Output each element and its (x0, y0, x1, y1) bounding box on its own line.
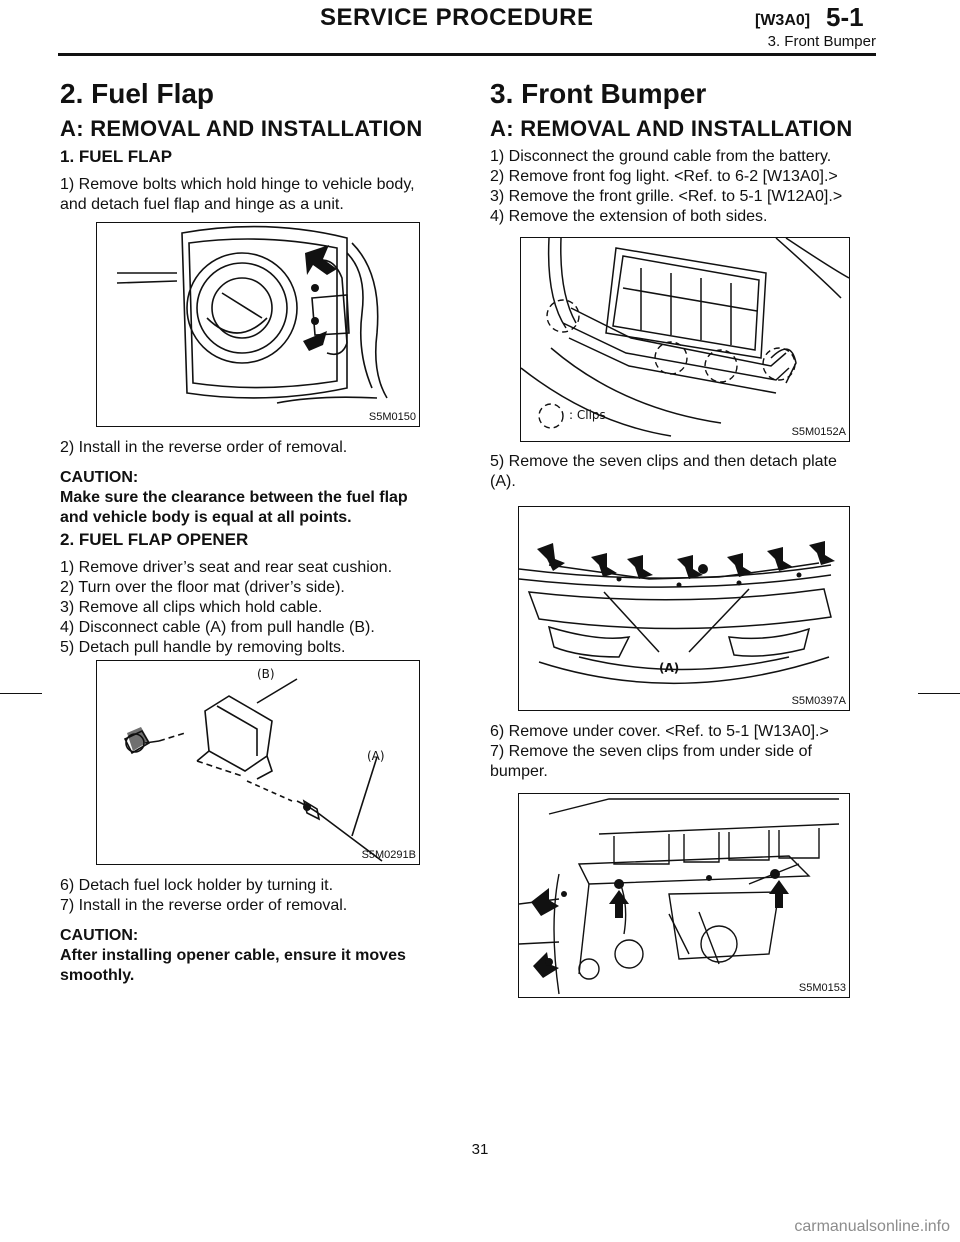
figure-caption: S5M0152A (791, 426, 846, 438)
step-line: 1) Disconnect the ground cable from the battery. (490, 148, 832, 165)
figure-fuel-flap (96, 222, 420, 427)
under-clips-illustration (519, 794, 849, 997)
left-p1 (60, 175, 415, 215)
text-line: 1) Remove bolts which hold hinge to vehicle body, (60, 176, 415, 193)
plate-illustration (519, 507, 849, 710)
right-steps1 (490, 147, 842, 227)
text-line: 5) Remove the seven clips and then detach plate (490, 453, 837, 470)
left-caution1 (60, 468, 408, 528)
step-line: 4) Remove the extension of both sides. (490, 208, 768, 225)
left-heading: 2. Fuel Flap (60, 78, 215, 109)
clips-legend: : Clips (569, 408, 606, 422)
label-b: (B) (257, 667, 275, 681)
left-steps2 (60, 558, 392, 658)
step-line: 5) Detach pull handle by removing bolts. (60, 639, 346, 656)
figure-fuel-flap-opener (96, 660, 420, 865)
right-subheading: A: REMOVAL AND INSTALLATION (490, 116, 853, 141)
left-p2: 2) Install in the reverse order of removal. (60, 439, 348, 456)
left-caution2 (60, 926, 406, 986)
header-rule (58, 53, 876, 56)
step-line: 7) Install in the reverse order of removal. (60, 897, 348, 914)
step-line: 6) Remove under cover. <Ref. to 5-1 [W13A0].> (490, 723, 829, 740)
caution-line: After installing opener cable, ensure it moves (60, 947, 406, 964)
figure-plate-a (518, 506, 850, 711)
label-a: (A) (659, 661, 680, 675)
header-title: SERVICE PROCEDURE (320, 4, 594, 31)
step-line: bumper. (490, 763, 548, 780)
margin-tick-right (918, 693, 960, 694)
figure-caption: S5M0150 (368, 411, 416, 423)
right-heading: 3. Front Bumper (490, 78, 707, 109)
watermark: carmanualsonline.info (794, 1218, 950, 1235)
step-line: 2) Remove front fog light. <Ref. to 6-2 [W13A0].> (490, 168, 838, 185)
left-subheading: A: REMOVAL AND INSTALLATION (60, 116, 423, 141)
step-line: 2) Turn over the floor mat (driver’s side). (60, 579, 345, 596)
header-subtitle: 3. Front Bumper (767, 33, 876, 50)
step-line: 6) Detach fuel lock holder by turning it. (60, 877, 334, 894)
left-sub2: 2. FUEL FLAP OPENER (60, 530, 249, 549)
caution-line: Make sure the clearance between the fuel flap (60, 489, 408, 506)
margin-tick-left (0, 693, 42, 694)
step-line: 3) Remove all clips which hold cable. (60, 599, 323, 616)
figure-caption: S5M0153 (798, 982, 846, 994)
header-section: 5-1 (826, 2, 864, 32)
right-steps2 (490, 722, 829, 782)
text-line: and detach fuel flap and hinge as a unit. (60, 196, 344, 213)
caution-label: CAUTION: (60, 469, 139, 486)
caution-label: CAUTION: (60, 927, 139, 944)
caution-line: smoothly. (60, 967, 135, 984)
figure-caption: S5M0397A (791, 695, 846, 707)
step-line: 3) Remove the front grille. <Ref. to 5-1 [W12A0].> (490, 188, 843, 205)
header-code: [W3A0] (755, 12, 811, 29)
fuel-flap-illustration (97, 223, 419, 426)
right-p5 (490, 452, 837, 492)
left-sub1: 1. FUEL FLAP (60, 147, 173, 166)
left-steps3 (60, 876, 347, 916)
step-line: 4) Disconnect cable (A) from pull handle (B). (60, 619, 375, 636)
step-line: 7) Remove the seven clips from under side of (490, 743, 812, 760)
figure-under-clips (518, 793, 850, 998)
caution-line: and vehicle body is equal at all points. (60, 509, 352, 526)
page-number: 31 (471, 1141, 489, 1158)
label-a: (A) (367, 749, 385, 763)
figure-bumper-clips (520, 237, 850, 442)
figure-caption: S5M0291B (361, 849, 416, 861)
step-line: 1) Remove driver’s seat and rear seat cushion. (60, 559, 393, 576)
text-line: (A). (490, 473, 516, 490)
